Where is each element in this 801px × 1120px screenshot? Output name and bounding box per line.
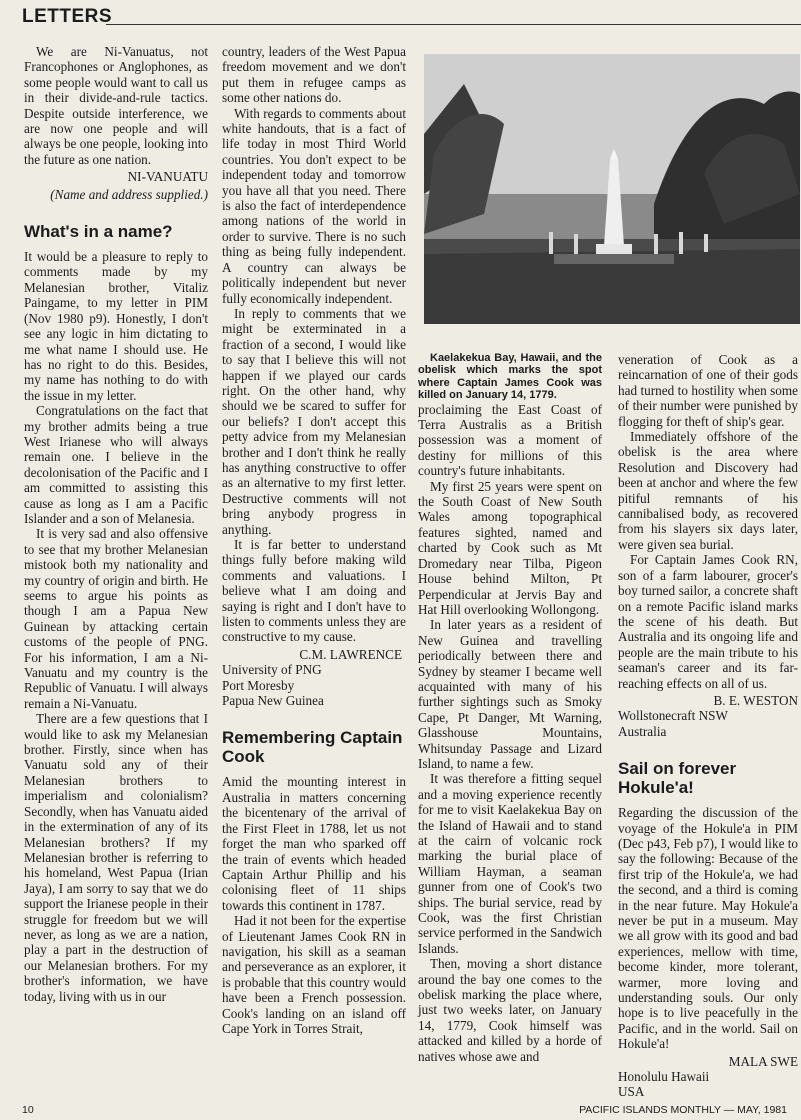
paragraph: Then, moving a short distance around the bay one comes to the obelisk marking the place where, just two weeks later, on January 14, 1779, Cook himself was attacked and killed by a horde of natives whose awe and [418,956,602,1064]
column-4 [618,352,798,1100]
letter-heading: What's in a name? [24,222,173,242]
section-rule [106,24,801,25]
paragraph: It is far better to understand things fully before making wild comments and valuations. I believe what I am doing and saying is right and I don't have to listen to comments unless they are constructive to my cause. [222,537,406,645]
page-number: 10 [22,1104,34,1116]
obelisk-photo [424,54,800,324]
paragraph: Congratulations on the fact that my brother admits being a true West Irianese who will always remain one. I believe in the decolonisation of the Pacific and I am committed to assisting this cause as long as I am a Pacific Islander and a son of Melanesia. [24,403,208,526]
paragraph: It would be a pleasure to reply to comments made by my Melanesian brother, Vitaliz Paingame, to my letter in PIM (Nov 1980 p9). Honestly, I don't see any logic in him dictating to me what name I should use. He has no right to do this. Besides, my name has nothing to do with the issue in my letter. [24,249,208,403]
address-line: Wollstonecraft NSW [618,708,728,724]
paragraph: Had it not been for the expertise of Lieutenant James Cook RN in navigation, his skill as a seaman and perseverance as an explorer, it is probable that this country would have been a French possession. Cook's landing on an island off Cape York in Torres Strait, [222,913,406,1036]
letter-signature: B. E. WESTON [713,692,798,708]
paragraph: There are a few questions that I would like to ask my Melanesian brother. Firstly, since when has Vanuatu sold any of their Melanesian brothers to imperialism and colonialism? Secondly, when has Vanuatu aided in the extermination of any of its Melanesian brothers? If my Melanesian brother is referring to his homeland, West Papua (Irian Jaya), I am sorry to say that we do support the Irianese people in their struggle for freedom but we will never, as long as we are a nation, play a part in the destruction of our Melanesian brothers. For my brother's information, we have today, living with us in our [24,711,208,1004]
paragraph: For Captain James Cook RN, son of a farm labourer, grocer's boy turned sailor, a concrete shaft on a remote Pacific island marks the scene of his death. But Australia and its ongoing life and people are the main tribute to his seaman's career and its far-reaching effects on all of us. [618,552,798,691]
signature-note: (Name and address supplied.) [50,186,208,202]
address-line: USA [618,1084,645,1100]
column-2 [222,44,406,1036]
letter-heading: Sail on forever Hokule'a! [618,759,737,798]
letter-signature: NI-VANUATU [127,169,208,185]
address-line: Australia [618,723,667,739]
paragraph: Amid the mounting interest in Australia in matters concerning the bicentenary of the arrival of the First Fleet in 1788, let us not forget the man who sparked off the train of events which headed Captain Arthur Phillip and his colonising fleet of 11 ships towards this continent in 1787. [222,774,406,913]
paragraph: Immediately offshore of the obelisk is the area where Resolution and Discovery had been at anchor and where the few pitiful remnants of his cannibalised body, as recovered from his slayers six days later, were given sea burial. [618,429,798,552]
paragraph: Regarding the discussion of the voyage of the Hokule'a in PIM (Dec p43, Feb p7), I would like to say the following: Because of the first trip of the Hokule'a, we had the second, and a third is coming in the near future. May Hokule'a never be put in a museum. May we all grow with its good and bad experiences, mellow with time, become kinder, more tolerant, warmer, more loving and understanding souls. Our only hope is to live peacefully in the Pacific, and in the world. Sail on Hokule'a! [618,805,798,1052]
publication-footer: PACIFIC ISLANDS MONTHLY — MAY, 1981 [579,1104,787,1116]
paragraph: In reply to comments that we might be exterminated in a fraction of a second, I would like to say that I believe this will not happen if we played our cards right. On the other hand, why should we be scared to suffer for our beliefs? I don't accept this petty advice from my Melanesian brother and I don't think he really has anything constructive to offer as an alternative to my first letter. Destructive comments will not bring anybody progress in anything. [222,305,406,537]
paragraph: In later years as a resident of New Guinea and travelling periodically between there and Sydney by steamer I became well acquainted with many of his further sightings such as Smoky Cape, Pt Danger, Mt Warning, Glasshouse Mountains, Whitsunday Passage and Lizard Island, to name a few. [418,617,602,771]
letter-signature: C.M. LAWRENCE [299,646,402,662]
paragraph: proclaiming the East Coast of Terra Australis as a British possession was a moment of destiny for millions of this country's future inhabitants. [418,401,602,479]
paragraph: country, leaders of the West Papua freedom movement and we don't put them in refugee camps as some other nations do. [222,44,406,106]
paragraph: My first 25 years were spent on the South Coast of New South Wales among topographical features sighted, named and charted by Cook such as Mt Dromedary near Tilba, Pigeon House behind Milton, Pt Perpendicular at Jervis Bay and Hat Hill overlooking Wollongong. [418,478,602,617]
paragraph: veneration of Cook as a reincarnation of one of their gods had turned to hostility when some of their number were punished by flogging for theft of ship's gear. [618,352,798,429]
paragraph: With regards to comments about white handouts, that is a fact of life today in most Third World countries. You don't expect to be independent today and tomorrow you have all that you need. There is also the fact of interdependence among nations of the world in order to survive. There is no such thing as being fully independent. A country can always be politically independent but never fully economically independent. [222,105,406,306]
paragraph: We are Ni-Vanuatus, not Francophones or Anglophones, as some people would want to call us in their divide-and-rule tactics. Despite outside interference, we are now one people and will always be one people, looking into the future as one nation. [24,44,208,167]
paragraph: It is very sad and also offensive to see that my brother Melanesian mistook both my nationality and my country of origin and birth. He seems to argue his points as though I am a Papua New Guinean by attacking certain customs of the people of PNG. For his information, I am a Ni-Vanuatu and my country is the Republic of Vanuatu. I will always remain a Ni-Vanuatu. [24,526,208,711]
letter-signature: MALA SWE [728,1053,798,1069]
photo-caption: Kaelakekua Bay, Hawaii, and the obelisk which marks the spot where Captain James Cook was killed on January 14, 1779. [418,352,602,402]
letter-heading: Remembering Captain Cook [222,728,403,767]
column-3 [418,352,602,1064]
address-line: University of PNG [222,662,322,678]
address-line: Port Moresby [222,677,295,693]
section-title: LETTERS [22,6,113,27]
address-line: Honolulu Hawaii [618,1069,710,1085]
address-line: Papua New Guinea [222,693,324,709]
paragraph: It was therefore a fitting sequel and a moving experience recently for me to visit Kaelakekua Bay on the Island of Hawaii and to stand at the cairn of volcanic rock marking the burial place of William Hayman, a seaman gunner from one of Cook's two ships. The burial service, read by Cook, was the first Christian service performed in the Sandwich Islands. [418,771,602,956]
column-1 [24,44,208,1004]
